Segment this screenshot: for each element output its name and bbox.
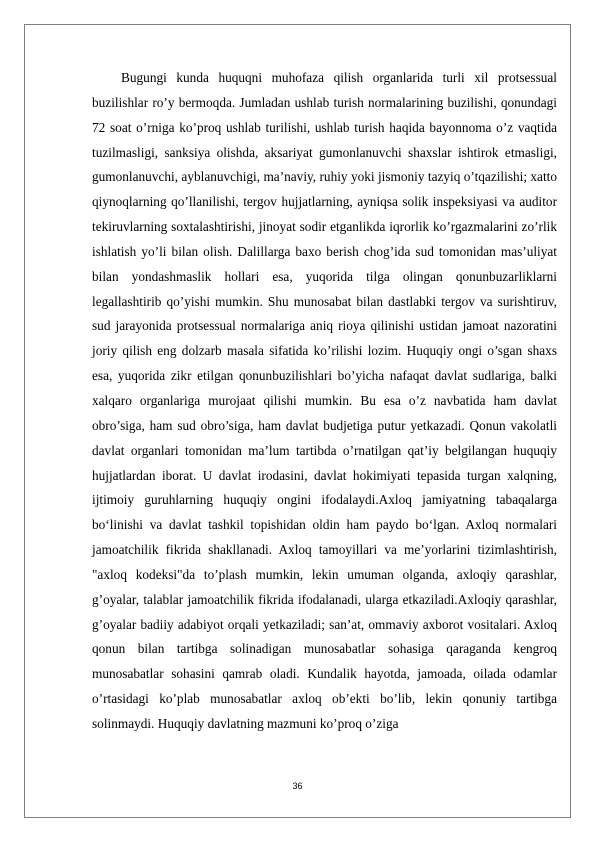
page-number: 36 — [292, 781, 303, 791]
body-paragraph: Bugungi kunda huquqni muhofaza qilish organlarida turli xil protsessual buzilishlar ro’y bermoqda. Jumladan ushlab turish normalarining buzilishi, qonundagi 72 soat o’rniga ko’proq ushlab turilishi, ushlab turish haqida bayonnoma o’z vaqtida tuzilmasligi, sanksiya olishda, aksariyat gumonlanuvchi shaxslar ishtirok etmasligi, gumonlanuvchi, ayblanuvchigi, ma’naviy, ruhiy yoki jismoniy tazyiq o’tqazilishi; xatto qiynoqlarning qo’llanilishi, tergov hujjatlarning, ayniqsa solik inspeksiyasi va auditor tekiruvlarning soxtalashtirishi, jinoyat sodir etganlikda iqrorlik ko’rgazmalarini zo’rlik ishlatish yo’li bilan olish. Dalillarga baxo berish chog’ida sud tomonidan mas’uliyat bilan yondashmaslik hollari esa, yuqorida tilga olingan qonunbuzarliklarni legallashtirib qo’yishi mumkin. Shu munosabat bilan dastlabki tergov va surishtiruv, sud jarayonida protsessual normalariga aniq rioya qilinishi ustidan jamoat nazoratini joriy qilish eng dolzarb masala sifatida ko’rilishi lozim. Huquqiy ongi o’sgan shaxs esa, yuqorida zikr etilgan qonunbuzilishlari bo’yicha nafaqat davlat sudlariga, balki xalqaro organlariga murojaat qilishi mumkin. Bu esa o’z navbatida ham davlat obro’siga, ham sud obro’siga, ham davlat budjetiga putur yetkazadi. Qonun vakolatli davlat organlari tomonidan ma’lum tartibda o’rnatilgan qat’iy belgilangan huquqiy hujjatlardan iborat. U davlat irodasini, davlat hokimiyati tepasida turgan xalqning, ijtimoiy guruhlarning huquqiy ongini ifodalaydi.Axloq jamiyatning tabaqalarga bo‘linishi va davlat tashkil topishidan oldin ham paydo bo‘lgan. Axloq normalari jamoatchilik fikrida shakllanadi. Axloq tamoyillari va me’yorlarini tizimlashtirish, "axloq kodeksi"da to’plash mumkin, lekin umuman olganda, axloqiy qarashlar, g’oyalar, talablar jamoatchilik fikrida ifodalanadi, ularga etkaziladi.Axloqiy qarashlar, g’oyalar badiiy adabiyot orqali yetkaziladi; san’at, ommaviy axborot vositalari. Axloq qonun bilan tartibga solinadigan munosabatlar sohasiga qaraganda kengroq munosabatlar sohasini qamrab oladi. Kundalik hayotda, jamoada, oilada odamlar o’rtasidagi ko’plab munosabatlar axloq ob’ekti bo’lib, lekin qonuniy tartibga solinmaydi. Huquqiy davlatning mazmuni ko’proq o’ziga — [92, 70, 557, 731]
